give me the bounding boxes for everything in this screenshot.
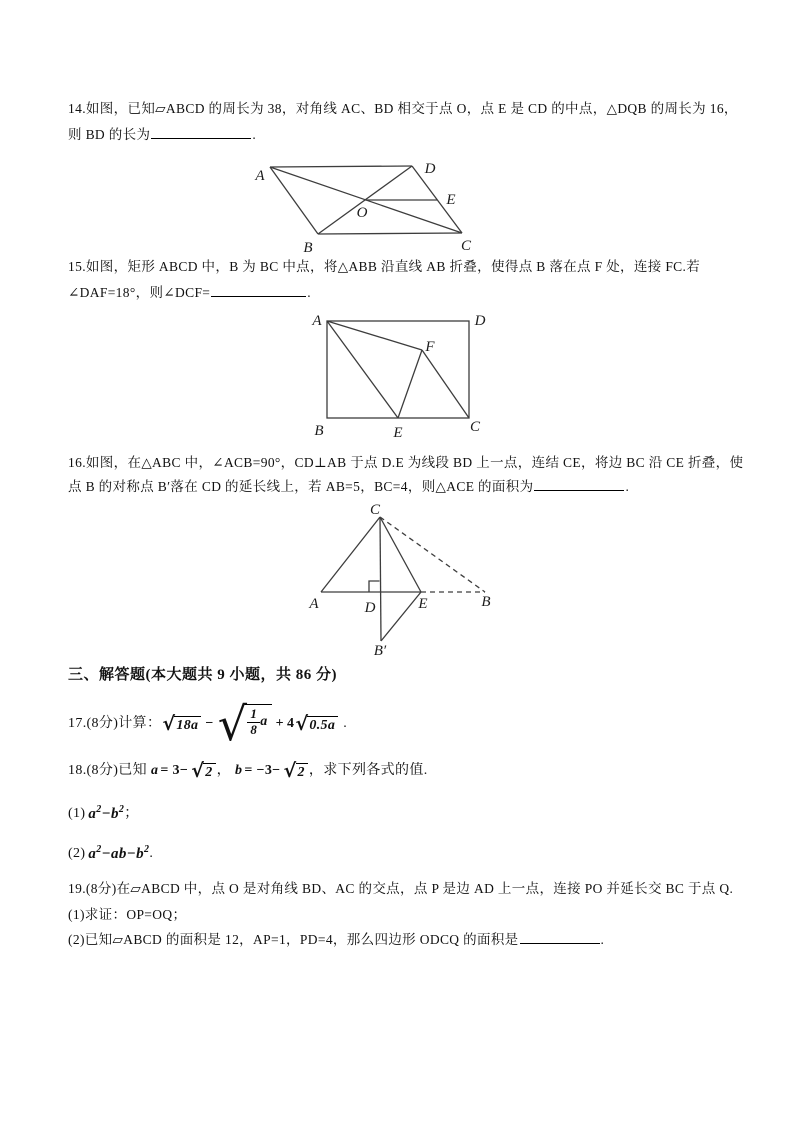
vertex-label-C: C: [469, 419, 481, 435]
problem15-line2-prefix: ∠DAF=18°，则∠DCF=: [68, 285, 211, 300]
radical-sign: √: [295, 712, 309, 735]
problem19-line2: (1)求证：OP=OQ；: [68, 907, 187, 922]
problem18-prefix: 18.(8分)已知: [68, 763, 147, 778]
sqrt-2-b-body: 2: [296, 763, 308, 780]
parallelogram-figure: [228, 146, 488, 263]
problem18-item1: [68, 806, 139, 822]
vertex-label-C: C: [460, 238, 472, 254]
vertex-label-B: B: [481, 594, 491, 610]
vertex-label-D: D: [424, 161, 436, 177]
problem14-line1: 14.如图，已知▱ABCD 的周长为 38，对角线 AC、BD 相交于点 O，点 E 是 CD 的中点，△DQB 的周长为 16，: [68, 101, 738, 116]
sqrt-2-b: [283, 759, 308, 782]
problem17-formula: [161, 697, 348, 751]
point-label-E: E: [446, 192, 456, 208]
item2-label: (2): [68, 846, 86, 861]
fraction-denominator: 8: [247, 722, 260, 738]
point-label-F: F: [425, 339, 435, 355]
problem17-row: [68, 697, 348, 751]
problem16-line2: [68, 477, 629, 495]
segment-CE: [380, 517, 421, 592]
sqrt-18a-body: 18a: [174, 716, 201, 733]
problem14-line2-prefix: 则 BD 的长为: [68, 127, 151, 142]
item2-t1: a: [88, 846, 97, 862]
radical-sign: √: [162, 712, 176, 735]
point-label-Bprime: B′: [373, 643, 387, 659]
right-angle-mark: [369, 581, 380, 592]
sqrt-frac-body: [245, 704, 271, 738]
vertex-label-B: B: [314, 423, 324, 439]
answer-blank-16: [534, 477, 624, 491]
point-label-D: D: [364, 600, 376, 616]
point-label-E: E: [393, 425, 403, 441]
item1-expression: [88, 806, 124, 822]
radical-sign: √: [283, 759, 297, 782]
fraction-1-8: [247, 707, 260, 738]
coefficient-4: 4: [286, 716, 295, 731]
sqrt-2-a-body: 2: [203, 763, 215, 780]
a-rhs: = 3−: [160, 763, 189, 778]
problem19-line3-prefix: (2)已知▱ABCD 的面积是 12，AP=1，PD=4，那么四边形 ODCQ 的面积是: [68, 932, 519, 947]
item2-expression: [88, 846, 149, 862]
problem15-line2-suffix: .: [307, 285, 312, 300]
section-heading: 三、解答题(本大题共 9 小题，共 86 分): [68, 667, 337, 683]
sqrt-05a-body: 0.5a: [307, 716, 338, 733]
var-b: b: [234, 763, 243, 778]
edge-AD: [270, 166, 412, 167]
triangle-svg: [298, 502, 510, 662]
item1-t1: a: [88, 806, 97, 822]
problem19-line1: 19.(8分)在▱ABCD 中，点 O 是对角线 BD、AC 的交点，点 P 是边 AD 上一点，连接 PO 并延长交 BC 于点 Q.: [68, 881, 734, 896]
segment-EBprime: [381, 592, 421, 641]
rectangle-figure: [298, 306, 498, 447]
minus-op: −: [205, 716, 214, 731]
problem14-line2-suffix: .: [252, 127, 257, 142]
item1-sup1: 2: [96, 804, 102, 815]
segment-FC: [422, 350, 469, 418]
sqrt-05a: [295, 712, 338, 735]
point-label-E: E: [418, 596, 428, 612]
b-rhs: = −3−: [244, 763, 281, 778]
sqrt-18a: [162, 712, 201, 735]
rectangle-ABCD: [327, 321, 469, 418]
vertex-label-D: D: [474, 313, 486, 329]
frac-tail-a: a: [260, 714, 268, 730]
formula-period: .: [343, 716, 348, 731]
problem19-line3-suffix: .: [600, 932, 605, 947]
vertex-label-A: A: [312, 313, 322, 329]
problem18-row: [68, 759, 428, 783]
item1-label: (1): [68, 806, 86, 821]
problem14-line2: [68, 125, 256, 143]
sqrt-2-a: [191, 759, 215, 782]
vertex-label-A: A: [255, 168, 265, 184]
parallelogram-svg: [228, 146, 488, 258]
problem16-line2-suffix: .: [625, 479, 630, 494]
problem16-line1: 16.如图，在△ABC 中，∠ACB=90°，CD⊥AB 于点 D.E 为线段 BD 上一点，连结 CE，将边 BC 沿 CE 折叠，使: [68, 455, 744, 470]
segment-AF: [327, 321, 422, 350]
edge-AB: [270, 167, 318, 234]
sqrt-frac: [217, 697, 272, 751]
var-a: a: [150, 763, 159, 778]
vertex-label-C: C: [369, 502, 381, 518]
segment-AE: [327, 321, 398, 418]
item2-end: .: [149, 846, 154, 861]
segment-FE: [398, 350, 422, 418]
rectangle-svg: [298, 306, 498, 442]
plus-op: +: [275, 716, 284, 731]
problem17-prefix: 17.(8分)计算：: [68, 716, 162, 731]
item2-sup2: 2: [144, 844, 150, 855]
point-label-O: O: [356, 205, 368, 221]
item1-end: ；: [124, 806, 139, 821]
problem15-line1: 15.如图，矩形 ABCD 中，B 为 BC 中点，将△ABB 沿直线 AB 折叠，使得点 B 落在点 F 处，连接 FC.若: [68, 259, 701, 274]
segment-CBprime: [380, 517, 381, 641]
triangle-figure: [298, 502, 510, 667]
problem15-line2: [68, 283, 311, 301]
problem18-item2: [68, 846, 153, 862]
problem19-line3: [68, 930, 604, 948]
radical-sign-big: √: [217, 697, 248, 751]
item2-t2: −ab−b: [101, 846, 145, 862]
answer-blank-14: [151, 125, 251, 139]
edge-BC: [318, 233, 462, 234]
radical-sign: √: [191, 759, 205, 782]
problem16-line2-prefix: 点 B 的对称点 B′落在 CD 的延长线上，若 AB=5，BC=4，则△ACE 的面积为: [68, 479, 534, 494]
answer-blank-19: [520, 930, 600, 944]
vertex-label-A: A: [309, 596, 319, 612]
separator: ，: [216, 763, 231, 778]
item1-sup2: 2: [118, 804, 125, 815]
fraction-numerator: 1: [250, 706, 258, 721]
dashed-CB: [380, 517, 485, 592]
vertex-label-B: B: [303, 240, 313, 256]
item2-sup1: 2: [96, 844, 102, 855]
answer-blank-15: [211, 283, 306, 297]
problem18-suffix: ，求下列各式的值.: [308, 763, 428, 778]
item1-t2: −b: [101, 806, 119, 822]
